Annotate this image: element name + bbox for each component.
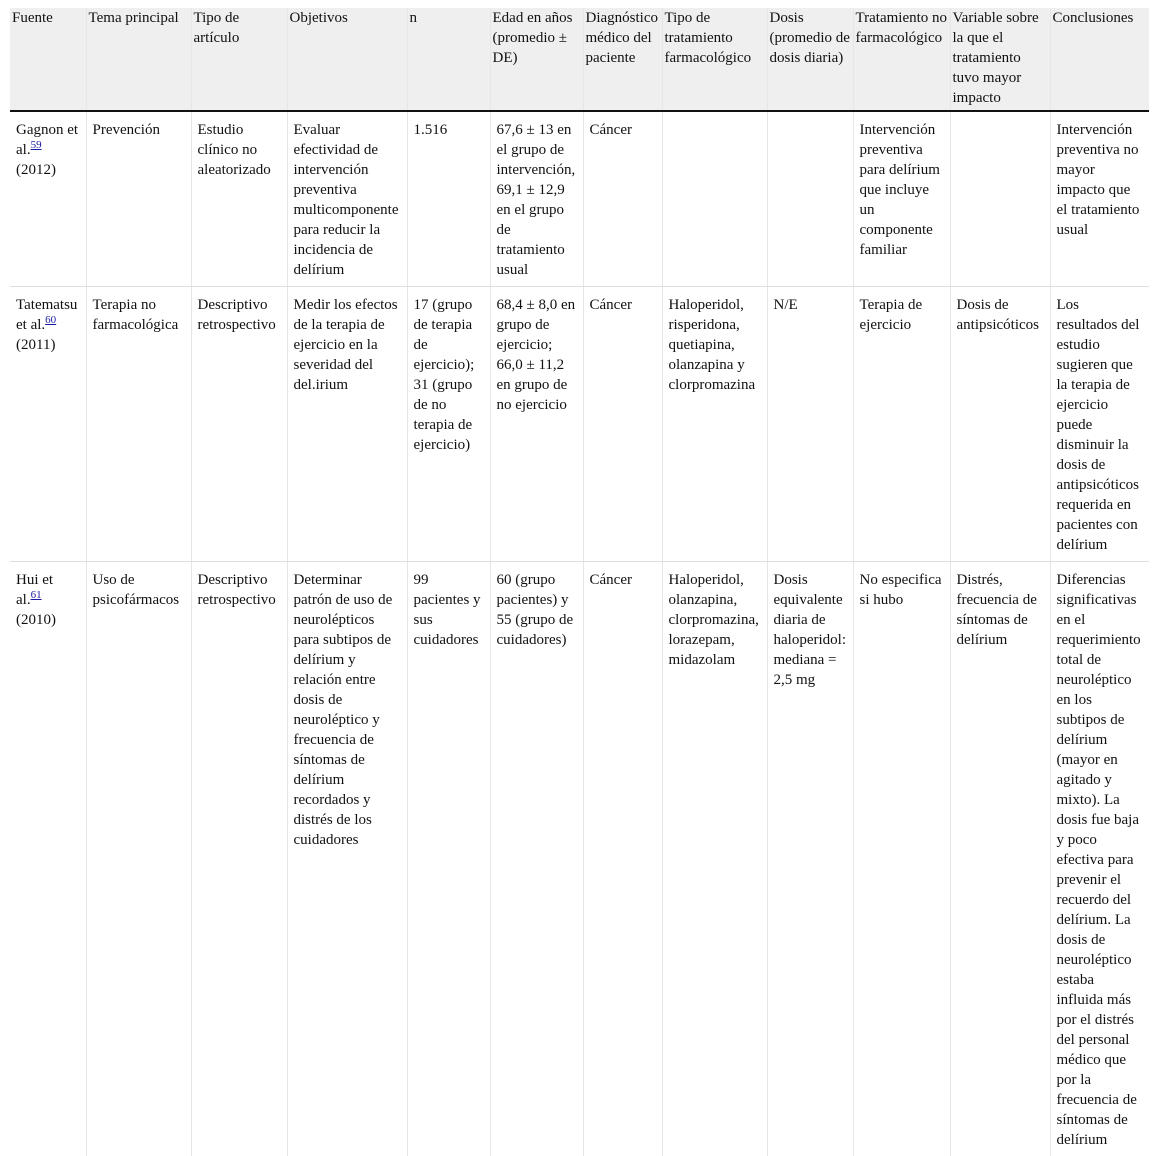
header-objetivos: Objetivos	[287, 8, 407, 111]
cell-diagnostico: Cáncer	[583, 562, 662, 1156]
cell-edad: 68,4 ± 8,0 en grupo de ejercicio; 66,0 ± 11,2 en grupo de no ejercicio	[490, 287, 583, 562]
header-fuente: Fuente	[10, 8, 86, 111]
cell-tipo: Descriptivo retrospectivo	[191, 562, 287, 1156]
fuente-authors: Gagnon et al.	[16, 122, 78, 158]
cell-edad: 60 (grupo pacientes) y 55 (grupo de cuidadores)	[490, 562, 583, 1156]
cell-tema: Prevención	[86, 111, 191, 287]
cell-conclusiones: Intervención preventiva no mayor impacto que el tratamiento usual	[1050, 111, 1149, 287]
header-tema-principal: Tema principal	[86, 8, 191, 111]
cell-tema: Uso de psicofármacos	[86, 562, 191, 1156]
cell-no-farmacologico: Terapia de ejercicio	[853, 287, 950, 562]
cell-dosis: Dosis equivalente diaria de haloperidol: mediana = 2,5 mg	[767, 562, 853, 1156]
cell-objetivos: Medir los efectos de la terapia de ejercicio en la severidad del del.irium	[287, 287, 407, 562]
fuente-year: (2011)	[16, 337, 55, 353]
cell-farmacologico: Haloperidol, risperidona, quetiapina, olanzapina y clorpromazina	[662, 287, 767, 562]
fuente-authors: Tatematsu et al.	[16, 297, 77, 333]
header-dosis: Dosis (promedio de dosis diaria)	[767, 8, 853, 111]
studies-table	[10, 8, 1149, 1156]
cell-conclusiones: Los resultados del estudio sugieren que la terapia de ejercicio puede disminuir la dosis de antipsicóticos requerida en pacientes con delírium	[1050, 287, 1149, 562]
cell-dosis: N/E	[767, 287, 853, 562]
fuente-year: (2012)	[16, 162, 56, 178]
cell-objetivos: Evaluar efectividad de intervención preventiva multicomponente para reducir la incidencia de delírium	[287, 111, 407, 287]
table-row	[10, 287, 1149, 562]
header-row	[10, 8, 1149, 111]
header-tipo-articulo: Tipo de artículo	[191, 8, 287, 111]
table-row	[10, 111, 1149, 287]
cell-no-farmacologico: Intervención preventiva para delírium que incluye un componente familiar	[853, 111, 950, 287]
cell-variable: Dosis de antipsicóticos	[950, 287, 1050, 562]
cell-fuente	[10, 562, 86, 1156]
cell-n: 17 (grupo de terapia de ejercicio); 31 (grupo de no terapia de ejercicio)	[407, 287, 490, 562]
cell-fuente	[10, 287, 86, 562]
cell-no-farmacologico: No especifica si hubo	[853, 562, 950, 1156]
header-n: n	[407, 8, 490, 111]
cell-diagnostico: Cáncer	[583, 287, 662, 562]
header-diagnostico: Diagnóstico médico del paciente	[583, 8, 662, 111]
fuente-authors: Hui et al.	[16, 572, 53, 608]
header-conclusiones: Conclusiones	[1050, 8, 1149, 111]
cell-conclusiones: Diferencias significativas en el requerimiento total de neuroléptico en los subtipos de delírium (mayor en agitado y mixto). La dosis fue baja y poco efectiva para prevenir el recuerdo del delírium. La dosis de neuroléptico estaba influida más por el distrés del personal médico que por la frecuencia de síntomas de delírium	[1050, 562, 1149, 1156]
reference-link[interactable]: 59	[31, 139, 42, 151]
cell-diagnostico: Cáncer	[583, 111, 662, 287]
cell-fuente	[10, 111, 86, 287]
header-variable-impacto: Variable sobre la que el tratamiento tuvo mayor impacto	[950, 8, 1050, 111]
studies-table-container	[10, 8, 1149, 1156]
header-edad: Edad en años (promedio ± DE)	[490, 8, 583, 111]
cell-variable: Distrés, frecuencia de síntomas de delírium	[950, 562, 1050, 1156]
cell-objetivos: Determinar patrón de uso de neurolépticos para subtipos de delírium y relación entre dosis de neuroléptico y frecuencia de síntomas de delírium recordados y distrés de los cuidadores	[287, 562, 407, 1156]
cell-farmacologico: Haloperidol, olanzapina, clorpromazina, lorazepam, midazolam	[662, 562, 767, 1156]
cell-tipo: Estudio clínico no aleatorizado	[191, 111, 287, 287]
cell-variable	[950, 111, 1050, 287]
table-row	[10, 562, 1149, 1156]
header-tratamiento-farmacologico: Tipo de tratamiento farmacológico	[662, 8, 767, 111]
reference-link[interactable]: 60	[45, 314, 56, 326]
cell-n: 99 pacientes y sus cuidadores	[407, 562, 490, 1156]
fuente-year: (2010)	[16, 612, 56, 628]
cell-tema: Terapia no farmacológica	[86, 287, 191, 562]
cell-n: 1.516	[407, 111, 490, 287]
cell-farmacologico	[662, 111, 767, 287]
cell-dosis	[767, 111, 853, 287]
cell-edad: 67,6 ± 13 en el grupo de intervención, 69,1 ± 12,9 en el grupo de tratamiento usual	[490, 111, 583, 287]
cell-tipo: Descriptivo retrospectivo	[191, 287, 287, 562]
header-tratamiento-no-farmacologico: Tratamiento no farmacológico	[853, 8, 950, 111]
reference-link[interactable]: 61	[31, 589, 42, 601]
